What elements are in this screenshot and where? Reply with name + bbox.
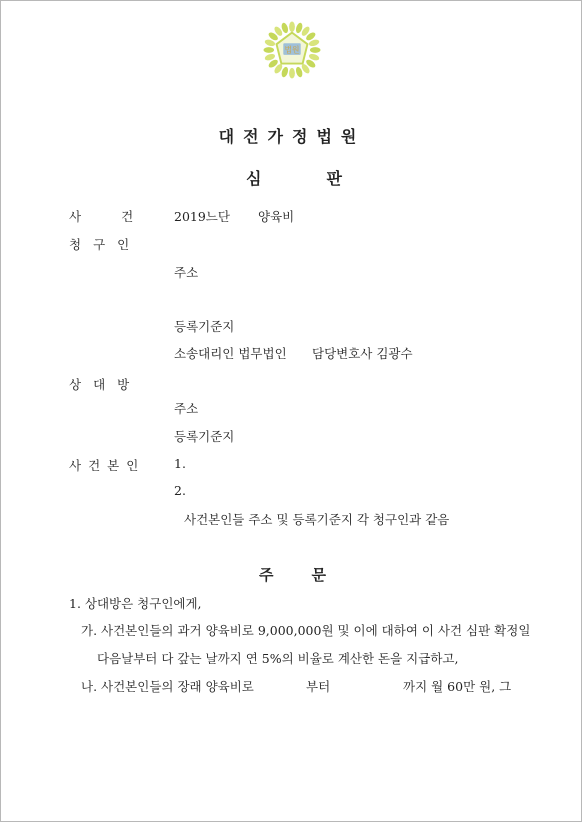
order-item-b-prefix: 나. 사건본인들의 장래 양육비로: [81, 679, 254, 694]
seal-petal: [289, 68, 295, 79]
label-char: 상: [69, 377, 82, 392]
respondent-label: [69, 375, 129, 393]
label-char: 건: [121, 209, 134, 224]
label-char: 인: [117, 237, 130, 252]
seal-petal: [263, 47, 274, 53]
order-item-a-line2: 다음날부터 다 갚는 날까지 연 5%의 비율로 계산한 돈을 지급하고,: [97, 651, 459, 666]
label-char: 건: [88, 458, 101, 473]
court-name: 대전가정법원: [218, 127, 366, 146]
order-item-1: 1. 상대방은 청구인에게,: [69, 596, 202, 611]
order-heading: [259, 564, 326, 585]
seal-petal: [289, 21, 295, 32]
claimant-attorney: 소송대리인 법무법인: [174, 346, 287, 361]
label-char: 인: [126, 458, 139, 473]
title-char-1: 심: [246, 169, 262, 188]
principals-note: 사건본인들 주소 및 등록기준지 각 청구인과 같음: [184, 512, 450, 527]
principals-label: [69, 456, 138, 474]
principal-item-2: 2.: [174, 483, 186, 498]
order-item-b-suffix: 까지 월 60만 원, 그: [403, 679, 512, 694]
court-seal-emblem: [263, 21, 321, 79]
label-char: 청: [69, 237, 82, 252]
label-char: 대: [93, 377, 106, 392]
document-title: [246, 166, 342, 189]
claimant-label: [69, 235, 129, 253]
case-name: 양육비: [258, 209, 295, 224]
label-char: 방: [117, 377, 130, 392]
heading-char: 문: [311, 566, 326, 584]
claimant-registration-label: 등록기준지: [174, 319, 235, 334]
case-number: 2019느단: [174, 209, 230, 224]
label-char: 구: [93, 237, 106, 252]
heading-char: 주: [259, 566, 274, 584]
principal-item-1: 1.: [174, 456, 186, 471]
seal-text: 법원: [284, 45, 300, 55]
respondent-address-label: 주소: [174, 401, 199, 416]
claimant-lawyer: 담당변호사 김광수: [312, 346, 413, 361]
order-item-a-line1: 가. 사건본인들의 과거 양육비로 9,000,000원 및 이에 대하여 이 사건 심판 확정일: [81, 623, 531, 638]
respondent-registration-label: 등록기준지: [174, 429, 235, 444]
title-char-2: 판: [326, 169, 342, 188]
seal-petal: [310, 47, 321, 53]
label-char: 본: [107, 458, 120, 473]
claimant-address-label: 주소: [174, 265, 199, 280]
order-item-b-from: 부터: [306, 679, 331, 694]
case-label: [69, 207, 133, 225]
label-char: 사: [69, 458, 82, 473]
label-char: 사: [69, 209, 82, 224]
